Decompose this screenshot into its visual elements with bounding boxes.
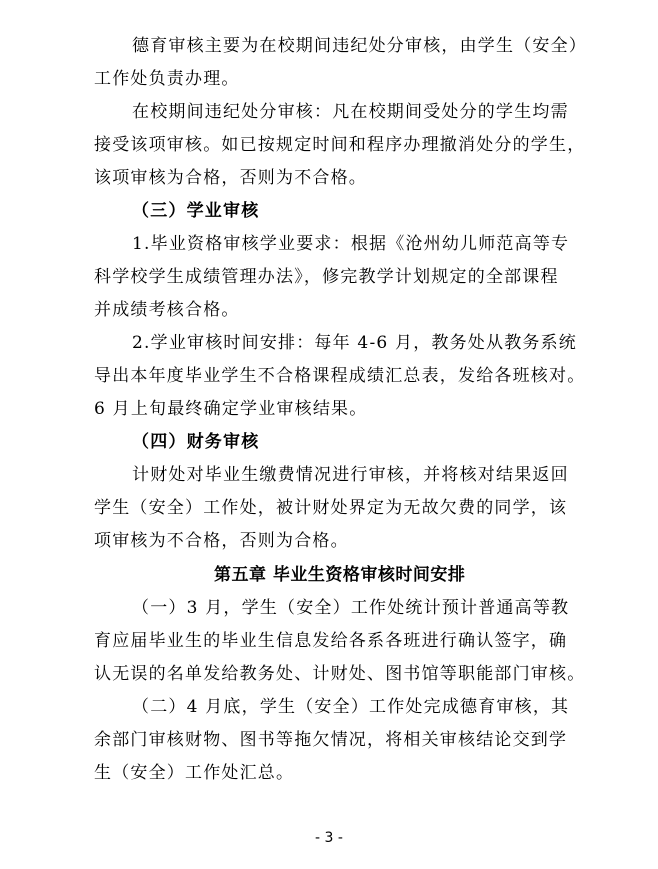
- paragraph-line: 导出本年度毕业学生不合格课程成绩汇总表，发给各班核对。: [94, 366, 586, 386]
- paragraph-line: 育应届毕业生的毕业生信息发给各系各班进行确认签字，确: [94, 631, 568, 651]
- section-heading: （三）学业审核: [132, 201, 260, 221]
- paragraph-line: （一）3 月，学生（安全）工作处统计预计普通高等教: [132, 598, 570, 618]
- paragraph-line: 学生（安全）工作处，被计财处界定为无故欠费的同学，该: [94, 498, 568, 518]
- paragraph-line: 1.毕业资格审核学业要求：根据《沧州幼儿师范高等专: [132, 234, 570, 254]
- paragraph-line: 接受该项审核。如已按规定时间和程序办理撤消处分的学生，: [94, 135, 586, 155]
- page-number: - 3 -: [315, 830, 343, 846]
- paragraph-line: 工作处负责办理。: [94, 69, 240, 89]
- paragraph-line: 德育审核主要为在校期间违纪处分审核，由学生（安全）: [132, 36, 587, 56]
- paragraph-line: （二）4 月底，学生（安全）工作处完成德育审核，其: [132, 697, 570, 717]
- chapter-heading: 第五章 毕业生资格审核时间安排: [214, 565, 466, 585]
- paragraph-line: 并成绩考核合格。: [94, 300, 240, 320]
- paragraph-line: 计财处对毕业生缴费情况进行审核，并将核对结果返回: [132, 465, 569, 485]
- paragraph-line: 6 月上旬最终确定学业审核结果。: [94, 399, 368, 419]
- section-heading: （四）财务审核: [132, 432, 260, 452]
- paragraph-line: 认无误的名单发给教务处、计财处、图书馆等职能部门审核。: [94, 664, 586, 684]
- paragraph-line: 余部门审核财物、图书等拖欠情况，将相关审核结论交到学: [94, 730, 568, 750]
- paragraph-line: 在校期间违纪处分审核：凡在校期间受处分的学生均需: [132, 102, 569, 122]
- paragraph-line: 项审核为不合格，否则为合格。: [94, 531, 349, 551]
- paragraph-line: 该项审核为合格，否则为不合格。: [94, 168, 367, 188]
- paragraph-line: 2.学业审核时间安排：每年 4-6 月，教务处从教务系统: [132, 333, 578, 353]
- paragraph-line: 生（安全）工作处汇总。: [94, 763, 295, 783]
- paragraph-line: 科学校学生成绩管理办法》，修完教学计划规定的全部课程: [94, 267, 559, 287]
